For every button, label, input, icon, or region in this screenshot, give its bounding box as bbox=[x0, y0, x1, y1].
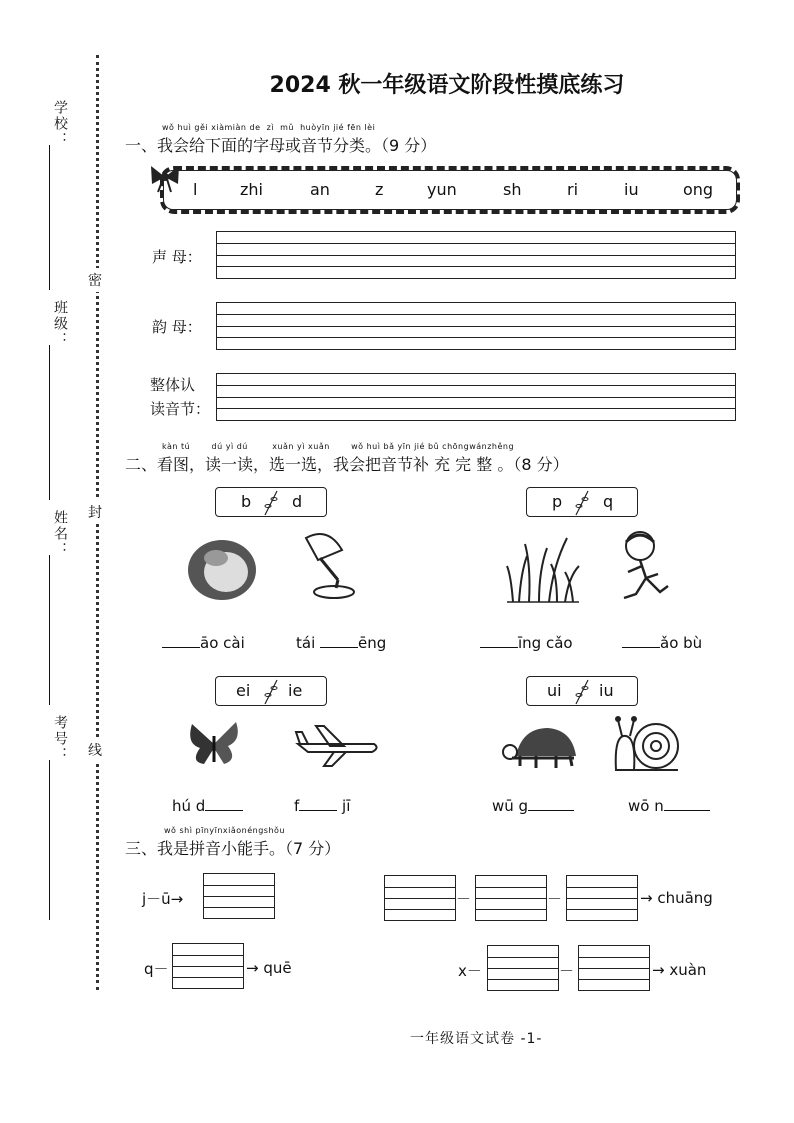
answer-blank[interactable] bbox=[299, 797, 337, 811]
answer-text: wū g bbox=[492, 797, 529, 815]
letter-item: ri bbox=[567, 180, 579, 199]
answer-blank[interactable] bbox=[528, 797, 574, 811]
butterfly-image bbox=[186, 718, 242, 770]
page-title: 2024 秋一年级语文阶段性摸底练习 bbox=[269, 73, 625, 98]
class-line bbox=[49, 345, 50, 500]
letter-item: iu bbox=[624, 180, 639, 199]
q1-answer-grid[interactable] bbox=[203, 873, 275, 919]
answer-qingcao bbox=[480, 634, 573, 652]
school-label: 学校： bbox=[52, 100, 68, 148]
choice-right: ie bbox=[288, 681, 303, 700]
q3-grid-2[interactable] bbox=[475, 875, 547, 921]
answer-blank[interactable] bbox=[480, 634, 518, 648]
answer-text: hú d bbox=[172, 797, 206, 815]
airplane-image bbox=[294, 718, 380, 768]
q2-answer-grid[interactable] bbox=[172, 943, 244, 989]
shengmu-writing-lines[interactable] bbox=[216, 231, 736, 279]
q4-grid-1[interactable] bbox=[487, 945, 559, 991]
page-footer: 一年级语文试卷 -1- bbox=[410, 1031, 543, 1047]
section2-pinyin: kàn tú dú yì dú xuǎn yì xuǎn wǒ huì bǎ yīn jié bǔ chōngwánzhěng bbox=[162, 442, 515, 451]
q4-grid-2[interactable] bbox=[578, 945, 650, 991]
answer-text: ēng bbox=[358, 634, 387, 652]
q2-prefix: q－ bbox=[144, 960, 169, 978]
answer-taideng bbox=[296, 634, 386, 652]
letter-item: ong bbox=[683, 180, 714, 199]
choice-box-p-q bbox=[526, 487, 638, 517]
answer-baocai bbox=[162, 634, 245, 652]
answer-text: āo cài bbox=[200, 634, 245, 652]
answer-text: īng cǎo bbox=[518, 634, 573, 652]
shengmu-label: 声 母： bbox=[152, 248, 202, 266]
choice-left: ei bbox=[236, 681, 251, 700]
letter-item: z bbox=[375, 180, 384, 199]
bow-icon bbox=[148, 160, 182, 194]
letter-item: sh bbox=[503, 180, 522, 199]
yunmu-label: 韵 母： bbox=[152, 318, 202, 336]
zhengti-label-1: 整体认 bbox=[150, 376, 196, 394]
school-line bbox=[49, 145, 50, 290]
section1-pinyin: wǒ huì gěi xiàmiàn de zì mǔ huòyīn jié fēn lèi bbox=[162, 123, 376, 132]
leaf-divider-icon bbox=[262, 490, 280, 516]
answer-feiji bbox=[294, 797, 350, 815]
choice-box-ei-ie bbox=[215, 676, 327, 706]
answer-blank[interactable] bbox=[622, 634, 660, 648]
leaf-divider-icon bbox=[573, 679, 591, 705]
choice-box-ui-iu bbox=[526, 676, 638, 706]
q4-result: → xuàn bbox=[652, 961, 707, 979]
q3-dash-1: － bbox=[456, 890, 472, 908]
choice-left: p bbox=[552, 492, 563, 511]
snail-image bbox=[612, 714, 682, 774]
answer-text: ǎo bù bbox=[660, 634, 703, 652]
section2-question: 二、看图，读一读，选一选，我会把音节补 充 完 整 。（8 分） bbox=[125, 455, 569, 474]
running-boy-image bbox=[614, 528, 674, 604]
answer-text: tái bbox=[296, 634, 321, 652]
q4-prefix: x－ bbox=[458, 962, 482, 980]
choice-left: ui bbox=[547, 681, 562, 700]
cabbage-ball-image bbox=[186, 538, 258, 602]
class-label: 班级： bbox=[52, 300, 68, 348]
q4-dash: － bbox=[559, 962, 575, 980]
grass-image bbox=[505, 536, 581, 604]
answer-text: wō n bbox=[628, 797, 664, 815]
answer-text: f bbox=[294, 797, 300, 815]
number-label: 考号： bbox=[52, 715, 68, 763]
section3-pinyin: wǒ shì pīnyīnxiǎonéngshǒu bbox=[164, 826, 285, 835]
q3-result: → chuāng bbox=[640, 889, 713, 907]
seal-feng: 封 bbox=[88, 500, 102, 524]
choice-right: d bbox=[292, 492, 303, 511]
answer-blank[interactable] bbox=[664, 797, 710, 811]
q2-result: → quē bbox=[246, 959, 292, 977]
zhengti-writing-lines[interactable] bbox=[216, 373, 736, 421]
seal-xian: 线 bbox=[88, 738, 102, 762]
leaf-divider-icon bbox=[573, 490, 591, 516]
q3-grid-3[interactable] bbox=[566, 875, 638, 921]
letter-item: yun bbox=[427, 180, 457, 199]
zhengti-label-2: 读音节： bbox=[150, 400, 211, 418]
answer-paobu bbox=[622, 634, 702, 652]
answer-wugui bbox=[492, 797, 574, 815]
yunmu-writing-lines[interactable] bbox=[216, 302, 736, 350]
choice-right: iu bbox=[599, 681, 614, 700]
seal-mi: 密 bbox=[88, 268, 102, 292]
choice-box-b-d bbox=[215, 487, 327, 517]
turtle-image bbox=[502, 722, 582, 772]
desk-lamp-image bbox=[298, 530, 358, 602]
answer-blank[interactable] bbox=[320, 634, 358, 648]
letter-item: l bbox=[193, 180, 198, 199]
section3-question: 三、我是拼音小能手。（7 分） bbox=[125, 839, 341, 858]
choice-right: q bbox=[603, 492, 614, 511]
leaf-divider-icon bbox=[262, 679, 280, 705]
q3-grid-1[interactable] bbox=[384, 875, 456, 921]
section1-question: 一、我会给下面的字母或音节分类。（9 分） bbox=[125, 136, 437, 155]
answer-hudie bbox=[172, 797, 243, 815]
name-label: 姓名： bbox=[52, 510, 68, 558]
answer-woniu bbox=[628, 797, 710, 815]
number-line bbox=[49, 760, 50, 920]
q3-dash-2: － bbox=[547, 890, 563, 908]
answer-text: jī bbox=[337, 797, 351, 815]
letter-item: an bbox=[310, 180, 330, 199]
answer-blank[interactable] bbox=[162, 634, 200, 648]
q1-prefix: j－ū→ bbox=[142, 890, 184, 908]
name-line bbox=[49, 555, 50, 705]
choice-left: b bbox=[241, 492, 252, 511]
letter-item: zhi bbox=[240, 180, 263, 199]
answer-blank[interactable] bbox=[205, 797, 243, 811]
